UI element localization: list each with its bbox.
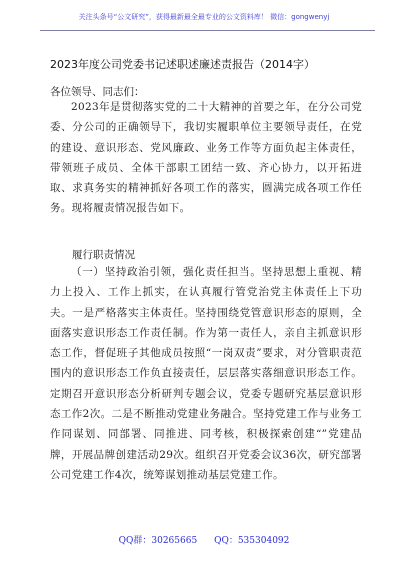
footer-qq: QQ：535304092 xyxy=(214,536,290,546)
header-banner: 关注头条号“公文研究”，获得最新最全最专业的公文资料库！ 微信：gongwenyj xyxy=(78,13,330,21)
body-paragraph: （一）坚持政治引领，强化责任担当。坚持思想上重视、精力上投入、工作上抓实，在认真履行管党治党主体责任上下功夫。一是严格落实主体责任。坚持围绕党管意识形态的原则，全面落实意识形态工作责任制。作为第一责任人，亲自主抓意识形态工作，督促班子其他成员按照“一岗双责”要求，对分管职责范围内的意识形态工作负直接责任，层层落实落细意识形态工作。定期召开意识形态分析研判专题会议，党委专题研究基层意识形态工作2次。二是不断推动党建业务融合。坚持党建工作与业务工作同谋划、同部署、同推进、同考核，积极探索创建“”党建品牌，开展品牌创建活动29次。组织召开党委会议36次，研究部署公司党建工作4次，统筹谋划推动基层党建工作。 xyxy=(50,266,362,481)
document-title: 2023年度公司党委书记述职述廉述责报告（2014字） xyxy=(50,58,315,71)
footer-contact xyxy=(0,533,408,546)
section-heading: 履行职责情况 xyxy=(72,249,135,261)
footer-qq-group: QQ群：30265665 xyxy=(118,536,198,546)
salutation: 各位领导、同志们： xyxy=(50,86,145,98)
header-divider xyxy=(40,30,375,31)
intro-paragraph: 2023年是贯彻落实党的二十大精神的首要之年，在分公司党委、分公司的正确领导下，我切实履职单位主要领导责任，在党的建设、意识形态、党风廉政、业务工作等方面负起主体责任，带领班子成员、全体干部职工团结一致、齐心协力，以开拓进取、求真务实的精神抓好各项工作的落实，圆满完成各项工作任务。现将履责情况报告如下。 xyxy=(50,101,362,215)
